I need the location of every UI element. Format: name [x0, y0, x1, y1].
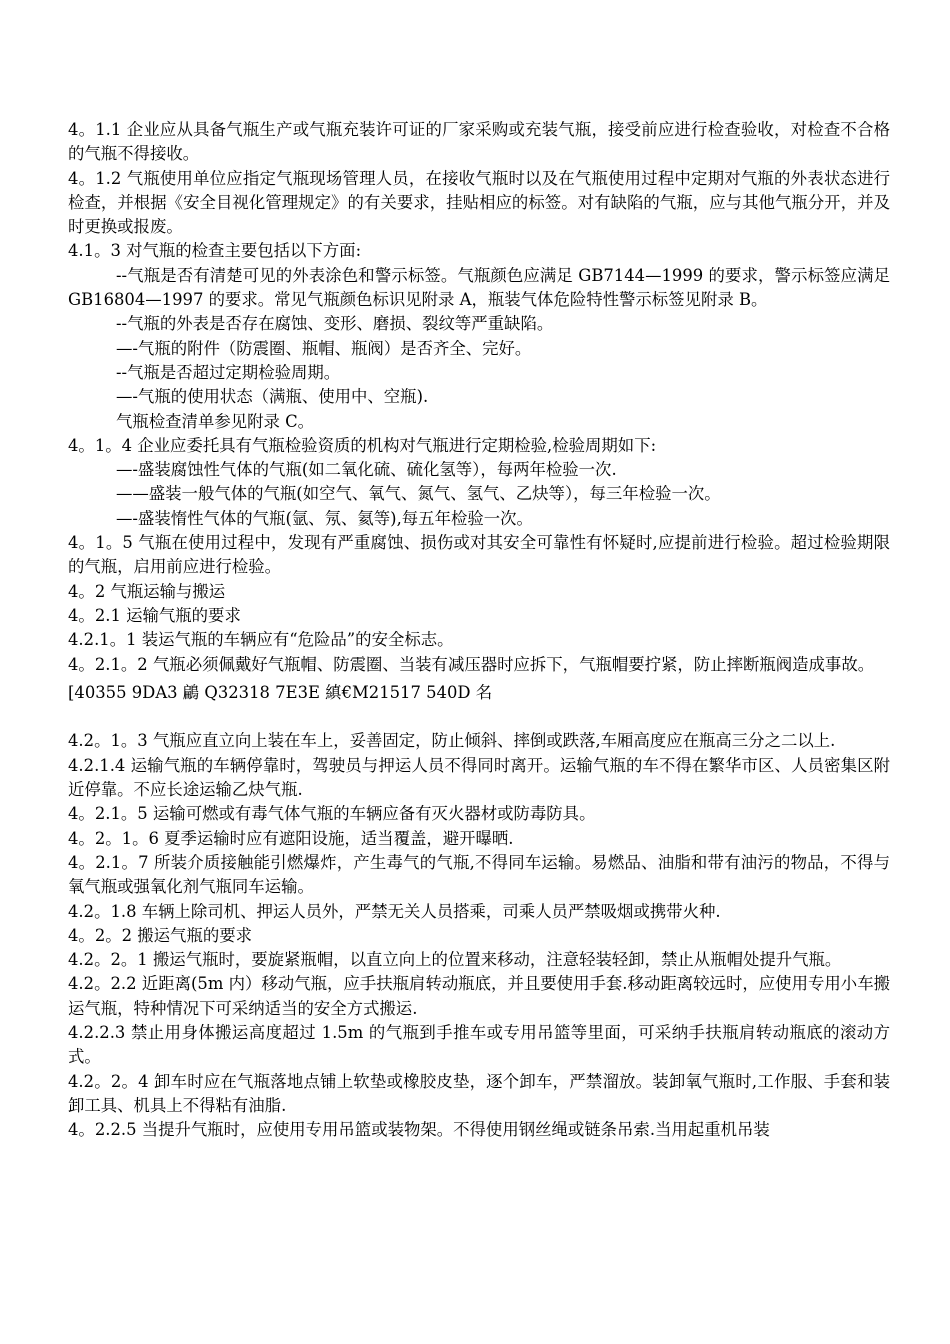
list-item-inspection-5: —-气瓶的使用状态（满瓶、使用中、空瓶). — [116, 387, 429, 407]
paragraph-4-2-1-5: 4。2.1。5 运输可燃或有毒气体气瓶的车辆应备有灭火器材或防毒防具。 — [68, 804, 596, 824]
section-heading-4-2: 4。2 气瓶运输与搬运 — [68, 581, 226, 601]
paragraph-4-1-2: 4。1.2 气瓶使用单位应指定气瓶现场管理人员，在接收气瓶时以及在气瓶使用过程中定期对气瓶的外表状态进行检查，并根据《安全目视化管理规定》的有关要求，挂贴相应的标签。对有缺陷的气瓶，应与其他气瓶分开，并及时更换或报废。 — [68, 168, 890, 237]
paragraph-4-2-2-3: 4.2.2.3 禁止用身体搬运高度超过 1.5m 的气瓶到手推车或专用吊篮等里面，可采纳手扶瓶肩转动瓶底的滚动方式。 — [68, 1022, 890, 1067]
list-item-inspection-4: --气瓶是否超过定期检验周期。 — [116, 362, 341, 382]
list-item-period-1: —-盛装腐蚀性气体的气瓶(如二氧化硫、硫化氢等），每两年检验一次. — [116, 460, 617, 480]
paragraph-4-1-4: 4。1。4 企业应委托具有气瓶检验资质的机构对气瓶进行定期检验,检验周期如下: — [68, 435, 657, 455]
paragraph-4-2-2-5: 4。2.2.5 当提升气瓶时，应使用专用吊篮或装物架。不得使用钢丝绳或链条吊索.当用起重机吊装 — [68, 1120, 770, 1140]
section-heading-4-2-1: 4。2.1 运输气瓶的要求 — [68, 605, 241, 625]
list-item-period-2: ——盛装一般气体的气瓶(如空气、氧气、氮气、氢气、乙炔等），每三年检验一次。 — [116, 484, 721, 504]
paragraph-4-1-5: 4。1。5 气瓶在使用过程中，发现有严重腐蚀、损伤或对其安全可靠性有怀疑时,应提前进行检验。超过检验期限的气瓶，启用前应进行检验。 — [68, 533, 890, 577]
paragraph-4-2-1-3: 4.2。1。3 气瓶应直立向上装在车上，妥善固定，防止倾斜、摔倒或跌落,车厢高度应在瓶高三分之二以上. — [68, 731, 836, 751]
paragraph-4-2-1-7: 4。2.1。7 所装介质接触能引燃爆炸，产生毒气的气瓶,不得同车运输。易燃品、油脂和带有油污的物品，不得与氧气瓶或强氧化剂气瓶同车运输。 — [68, 852, 890, 897]
paragraph-4-2-1-8: 4.2。1.8 车辆上除司机、押运人员外，严禁无关人员搭乘，司乘人员严禁吸烟或携带火种. — [68, 901, 721, 921]
list-item-inspection-3: —-气瓶的附件（防震圈、瓶帽、瓶阀）是否齐全、完好。 — [116, 338, 532, 358]
paragraph-4-2-2-1: 4.2。2。1 搬运气瓶时，要旋紧瓶帽，以直立向上的位置来移动，注意轻装轻卸，禁止从瓶帽处提升气瓶。 — [68, 950, 842, 970]
list-item-period-3: —-盛装惰性气体的气瓶(氩、氖、氦等),每五年检验一次。 — [116, 508, 533, 528]
garbled-text-line: [40355 9DA3 鶣 Q32318 7E3E 縝€M21517 540D 名 — [68, 682, 493, 702]
paragraph-4-1-1: 4。1.1 企业应从具备气瓶生产或气瓶充装许可证的厂家采购或充装气瓶，接受前应进行检查验收，对检查不合格的气瓶不得接收。 — [68, 120, 890, 164]
list-item-inspection-2: --气瓶的外表是否存在腐蚀、变形、磨损、裂纹等严重缺陷。 — [116, 314, 554, 334]
paragraph-4-2-1-1: 4.2.1。1 装运气瓶的车辆应有“危险品”的安全标志。 — [68, 630, 454, 650]
section-heading-4-2-2: 4。2。2 搬运气瓶的要求 — [68, 925, 253, 945]
paragraph-4-2-2-4: 4.2。2。4 卸车时应在气瓶落地点铺上软垫或橡胶皮垫，逐个卸车，严禁溜放。装卸氧气瓶时,工作服、手套和装卸工具、机具上不得粘有油脂. — [68, 1071, 890, 1115]
document-body — [68, 118, 890, 1142]
paragraph-4-1-3: 4.1。3 对气瓶的检查主要包括以下方面: — [68, 241, 362, 261]
paragraph-4-2-1-4: 4.2.1.4 运输气瓶的车辆停靠时，驾驶员与押运人员不得同时离开。运输气瓶的车不得在繁华市区、人员密集区附近停靠。不应长途运输乙炔气瓶. — [68, 755, 890, 800]
paragraph-4-2-1-6: 4。2。1。6 夏季运输时应有遮阳设施，适当覆盖，避开曝晒. — [68, 828, 514, 848]
paragraph-4-2-2-2: 4.2。2.2 近距离(5m 内）移动气瓶，应手扶瓶肩转动瓶底，并且要使用手套.移动距离较远时，应使用专用小车搬运气瓶，特种情况下可采纳适当的安全方式搬运. — [68, 974, 890, 1018]
list-item-inspection-1: --气瓶是否有清楚可见的外表涂色和警示标签。气瓶颜色应满足 GB7144—1999 的要求，警示标签应满足 GB16804—1997 的要求。常见气瓶颜色标识见附录 A，瓶装气体危险特性警示标签见附录 B。 — [68, 265, 890, 310]
checklist-reference: 气瓶检查清单参见附录 C。 — [116, 411, 315, 431]
paragraph-4-2-1-2: 4。2.1。2 气瓶必须佩戴好气瓶帽、防震圈、当装有减压器时应拆下，气瓶帽要拧紧，防止摔断瓶阀造成事故。 — [68, 654, 875, 674]
blank-line — [68, 705, 890, 729]
